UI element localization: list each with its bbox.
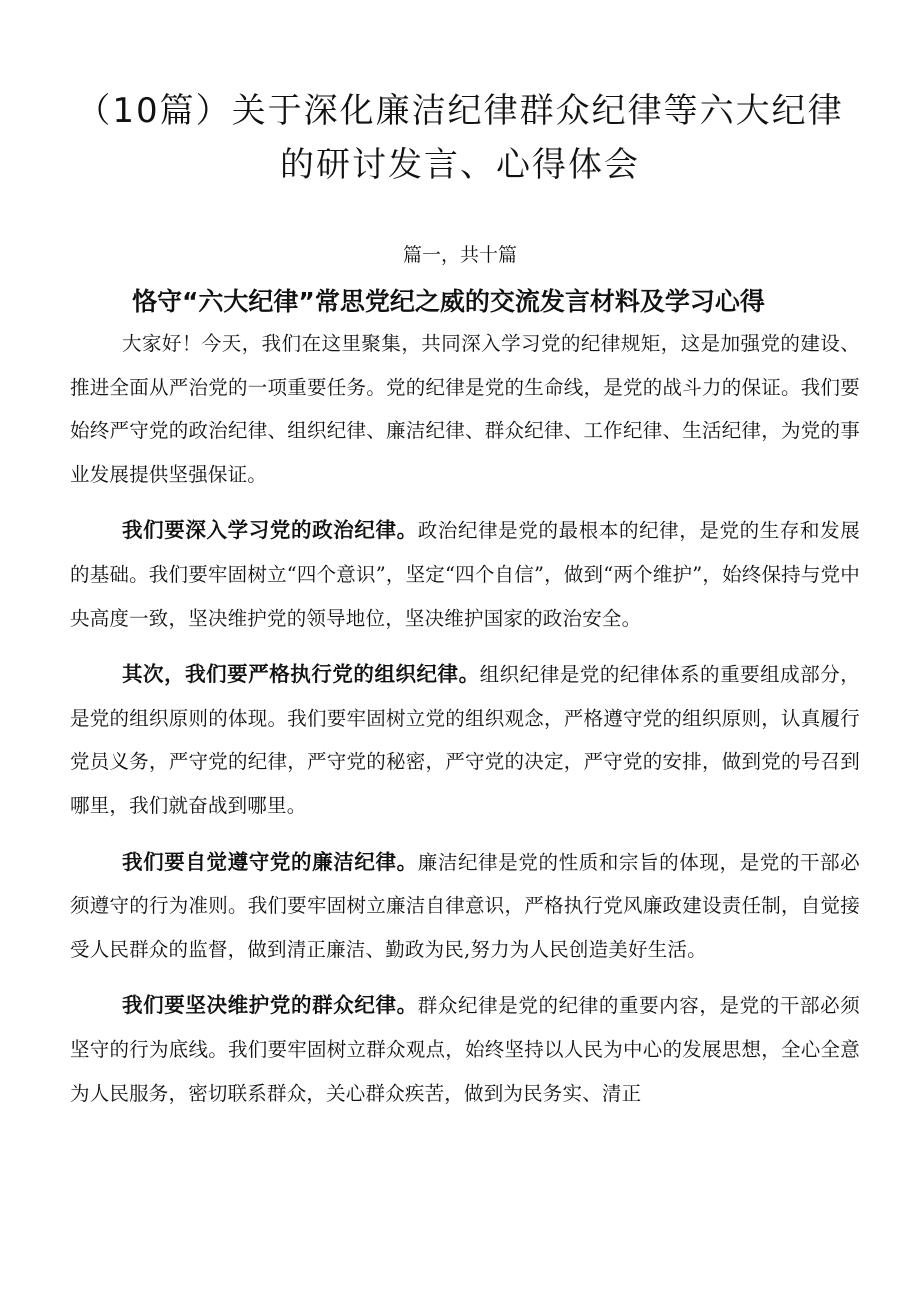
paragraph-text: 群众纪律是党的纪律的重要内容，是党的干部必须坚守的行为底线。我们要牢固树立群众观点，始终坚持以人民为中心的发展思想，全心全意为人民服务，密切联系群众，关心群众疾苦，做到为民务实、清正 — [70, 994, 860, 1105]
paragraph-text: 组织纪律是党的纪律体系的重要组成部分，是党的组织原则的体现。我们要牢固树立党的组织观念，严格遵守党的组织原则，认真履行党员义务，严守党的纪律，严守党的秘密，严守党的决定，严守党的安排，做到党的号召到哪里，我们就奋战到哪里。 — [70, 663, 860, 817]
paragraph-lead: 我们要坚决维护党的群众纪律。 — [122, 993, 418, 1018]
paragraph-organizational-discipline — [70, 653, 860, 827]
paragraph-text: 政治纪律是党的最根本的纪律，是党的生存和发展的基础。我们要牢固树立“四个意识”，坚定“四个自信”，做到“两个维护”，始终保持与党中央高度一致，坚决维护党的领导地位，坚决维护国家的政治安全。 — [70, 519, 860, 630]
paragraph-mass-discipline — [70, 984, 860, 1115]
paragraph-lead: 其次，我们要严格执行党的组织纪律。 — [122, 662, 480, 687]
paragraph-text: 廉洁纪律是党的性质和宗旨的体现，是党的干部必须遵守的行为准则。我们要牢固树立廉洁自律意识，严格执行党风廉政建设责任制，自觉接受人民群众的监督，做到清正廉洁、勤政为民,努力为人民创造美好生活。 — [70, 850, 860, 961]
paragraph-lead: 我们要深入学习党的政治纪律。 — [122, 518, 418, 543]
paragraph-lead: 我们要自觉遵守党的廉洁纪律。 — [122, 849, 418, 874]
article-title: 恪守“六大纪律”常思党纪之威的交流发言材料及学习心得 — [132, 287, 765, 316]
document-title: （10篇）关于深化廉洁纪律群众纪律等六大纪律的研讨发言、心得体会 — [76, 91, 844, 185]
section-label: 篇一，共十篇 — [402, 244, 517, 266]
paragraph-integrity-discipline — [70, 841, 860, 972]
body-text — [70, 322, 860, 1128]
paragraph-political-discipline — [70, 509, 860, 640]
intro-paragraph: 大家好！今天，我们在这里聚集，共同深入学习党的纪律规矩，这是加强党的建设、推进全面从严治党的一项重要任务。党的纪律是党的生命线，是党的战斗力的保证。我们要始终严守党的政治纪律、组织纪律、廉洁纪律、群众纪律、工作纪律、生活纪律，为党的事业发展提供坚强保证。 — [70, 332, 860, 486]
